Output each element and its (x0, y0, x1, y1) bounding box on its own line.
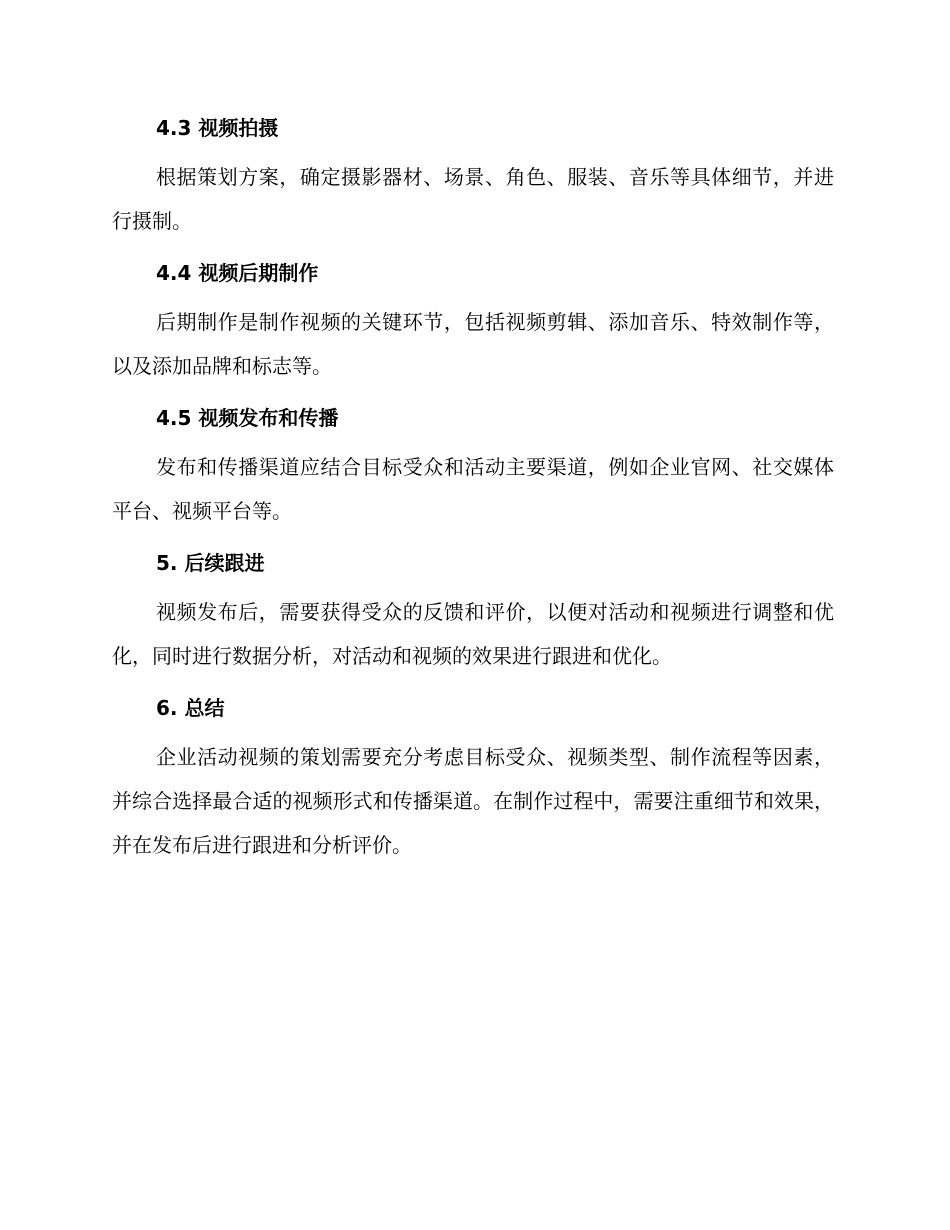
section-paragraph: 视频发布后，需要获得受众的反馈和评价，以便对活动和视频进行调整和优化，同时进行数据分析，对活动和视频的效果进行跟进和优化。 (112, 600, 834, 668)
section-heading: 4.3 视频拍摄 (156, 116, 279, 140)
section-paragraph: 后期制作是制作视频的关键环节，包括视频剪辑、添加音乐、特效制作等，以及添加品牌和标志等。 (112, 310, 834, 378)
section-4-4 (112, 251, 834, 388)
section-paragraph: 根据策划方案，确定摄影器材、场景、角色、服装、音乐等具体细节，并进行摄制。 (112, 165, 834, 233)
document-content (112, 106, 834, 875)
section-4-3 (112, 106, 834, 243)
section-paragraph: 企业活动视频的策划需要充分考虑目标受众、视频类型、制作流程等因素，并综合选择最合适的视频形式和传播渠道。在制作过程中，需要注重细节和效果，并在发布后进行跟进和分析评价。 (112, 745, 834, 857)
section-6 (112, 686, 834, 867)
section-5 (112, 541, 834, 678)
section-paragraph: 发布和传播渠道应结合目标受众和活动主要渠道，例如企业官网、社交媒体平台、视频平台等。 (112, 455, 834, 523)
section-4-5 (112, 396, 834, 533)
section-heading: 4.4 视频后期制作 (156, 261, 319, 285)
section-heading: 6. 总结 (156, 696, 225, 720)
section-heading: 4.5 视频发布和传播 (156, 406, 339, 430)
section-heading: 5. 后续跟进 (156, 551, 265, 575)
